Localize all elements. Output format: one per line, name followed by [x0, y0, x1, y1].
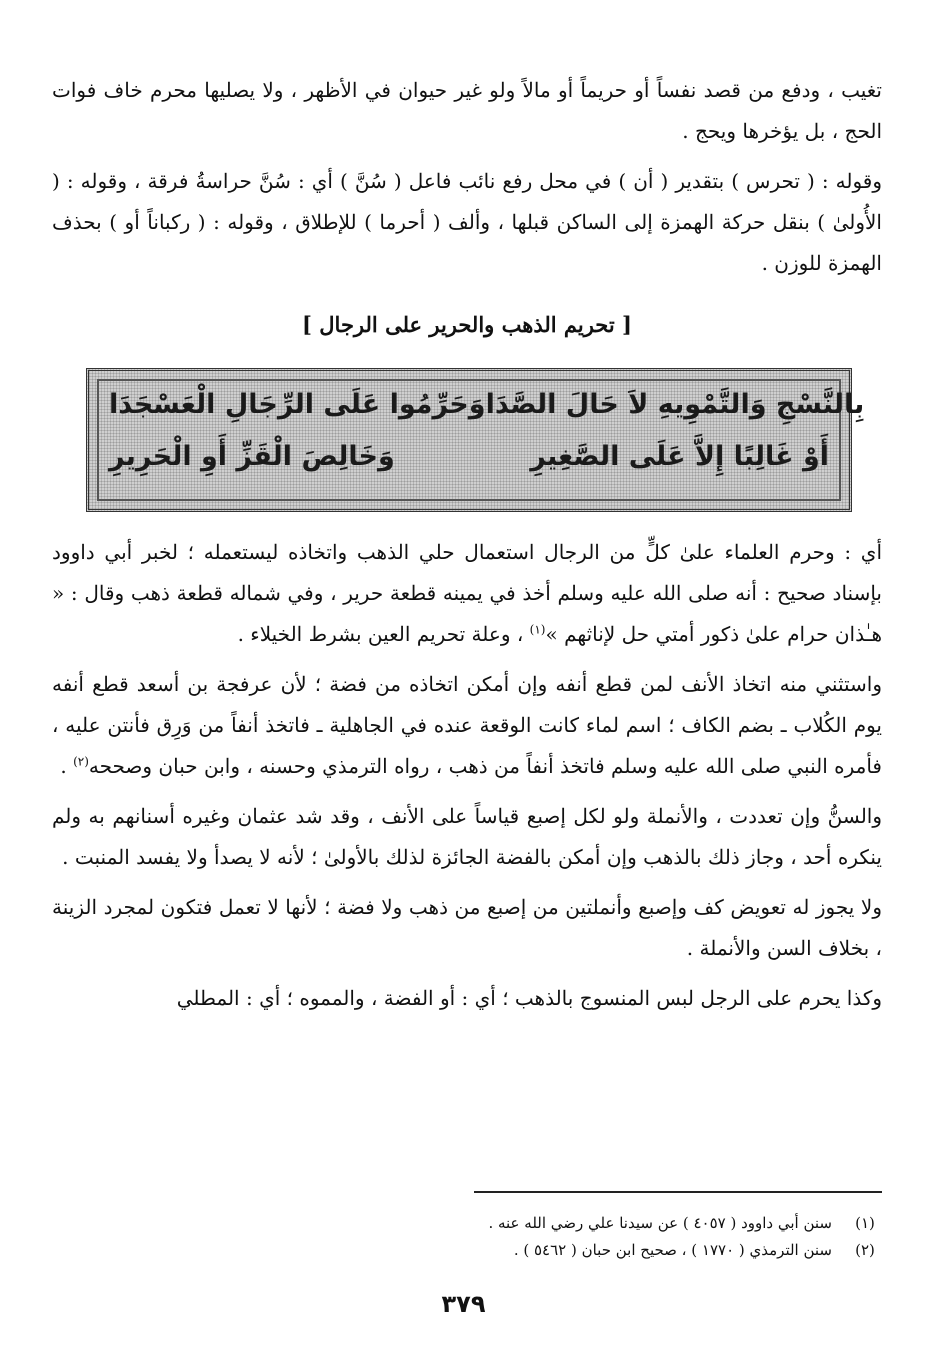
footnote-1-text: سنن أبي داوود ( ٤٠٥٧ ) عن سيدنا علي رضي الله عنه . [488, 1214, 832, 1232]
paragraph-2-text: واستثني منه اتخاذ الأنف لمن قطع أنفه وإن أمكن اتخاذه من فضة ؛ لأن عرفجة بن أسعد قطع أنفه يوم الكُلاب ـ بضم الكاف ؛ اسم لماء كانت الوقعة عنده في الجاهلية ـ فاتخذ أنفاً من وَرِق فأنتن عليه ، فأمره النبي صلى الله عليه وسلم فاتخذ أنفاً من ذهب ، رواه الترمذي وحسنه ، وابن حبان وصححه [52, 672, 882, 778]
footnote-2 [52, 1237, 882, 1264]
poem-verse-2 [109, 441, 829, 472]
verse-1-second-hemistich: بِالنَّسْجِ وَالتَّمْوِيهِ لاَ حَالَ الصَّدَا [485, 389, 865, 420]
page-number: ٣٧٩ [441, 1290, 486, 1318]
footnotes [52, 1210, 882, 1264]
paragraph-nose-exception [52, 664, 882, 787]
footnote-divider [474, 1191, 882, 1193]
footnote-ref-1: (١) [529, 622, 546, 637]
paragraph-teeth: والسنُّ وإن تعددت ، والأنملة ولو لكل إصبع قياساً على الأنف ، وقد شد عثمان وغيره أسنانهم به ولم ينكره أحد ، وجاز ذلك بالذهب وإن أمكن بالفضة الجائزة لذلك بالأولىٰ ؛ لأنه لا يصدأ ولا يفسد المنبت . [52, 804, 882, 869]
paragraph-1-tail: ، وعلة تحريم العين بشرط الخيلاء . [237, 622, 530, 646]
footnote-ref-2: (٢) [73, 754, 89, 769]
main-text [52, 532, 882, 1019]
footnote-2-number: (٢) [855, 1241, 875, 1259]
top-text [52, 70, 882, 284]
verse-2-second-hemistich: أَوْ غَالِبًا إِلاَّ عَلَى الصَّغِيرِ [530, 441, 829, 472]
poem-box [86, 368, 865, 512]
paragraph-fingers: ولا يجوز له تعويض كف وإصبع وأنملتين من إصبع من ذهب ولا فضة ؛ لأنها لا تعمل فتكون لمجرد الزينة ، بخلاف السن والأنملة . [52, 895, 882, 960]
verse-1-first-hemistich: وَحَرِّمُوا عَلَى الرِّجَالِ الْعَسْجَدَا [109, 389, 486, 420]
footnote-2-text: سنن الترمذي ( ١٧٧٠ ) ، صحيح ابن حبان ( ٥٤٦٢ ) . [513, 1241, 832, 1259]
verse-2-first-hemistich: وَخَالِصَ الْقَزِّ أَوِ الْحَرِيرِ [109, 441, 395, 472]
footnote-1 [52, 1210, 882, 1237]
poem-verse-1 [109, 389, 865, 420]
paragraph-woven-gold: وكذا يحرم على الرجل لبس المنسوج بالذهب ؛ أي : أو الفضة ، والمموه ؛ أي : المطلي [176, 986, 882, 1010]
paragraph-prayer: تغيب ، ودفع من قصد نفساً أو حريماً أو مالاً ولو غير حيوان في الأظهر ، ولا يصليها محرم خاف فوات الحج ، بل يؤخرها ويحج . [52, 78, 882, 143]
section-heading: [ تحريم الذهب والحرير على الرجال ] [302, 312, 632, 337]
paragraph-gold-prohibition [52, 532, 882, 655]
footnote-1-number: (١) [855, 1214, 875, 1232]
paragraph-grammar-note: وقوله : ( تحرس ) بتقدير ( أن ) في محل رفع نائب فاعل ( سُنَّ ) أي : سُنَّ حراسةُ فرقة ، وقوله : ( الأُولىٰ ) بنقل حركة الهمزة إلى الساكن قبلها ، وألف ( أحرما ) للإطلاق ، وقوله : ( ركباناً أو ) بحذف الهمزة للوزن . [52, 169, 882, 275]
paragraph-1-text: أي : وحرم العلماء علىٰ كلٍّ من الرجال استعمال حلي الذهب واتخاذه ليستعمله ؛ لخبر أبي داوود بإسناد صحيح : أنه صلى الله عليه وسلم أخذ في يمينه قطعة حرير ، وفي شماله قطعة ذهب وقال : « هـٰذان حرام علىٰ ذكور أمتي حل لإناثهم » [52, 540, 882, 646]
paragraph-2-tail: . [60, 754, 74, 778]
